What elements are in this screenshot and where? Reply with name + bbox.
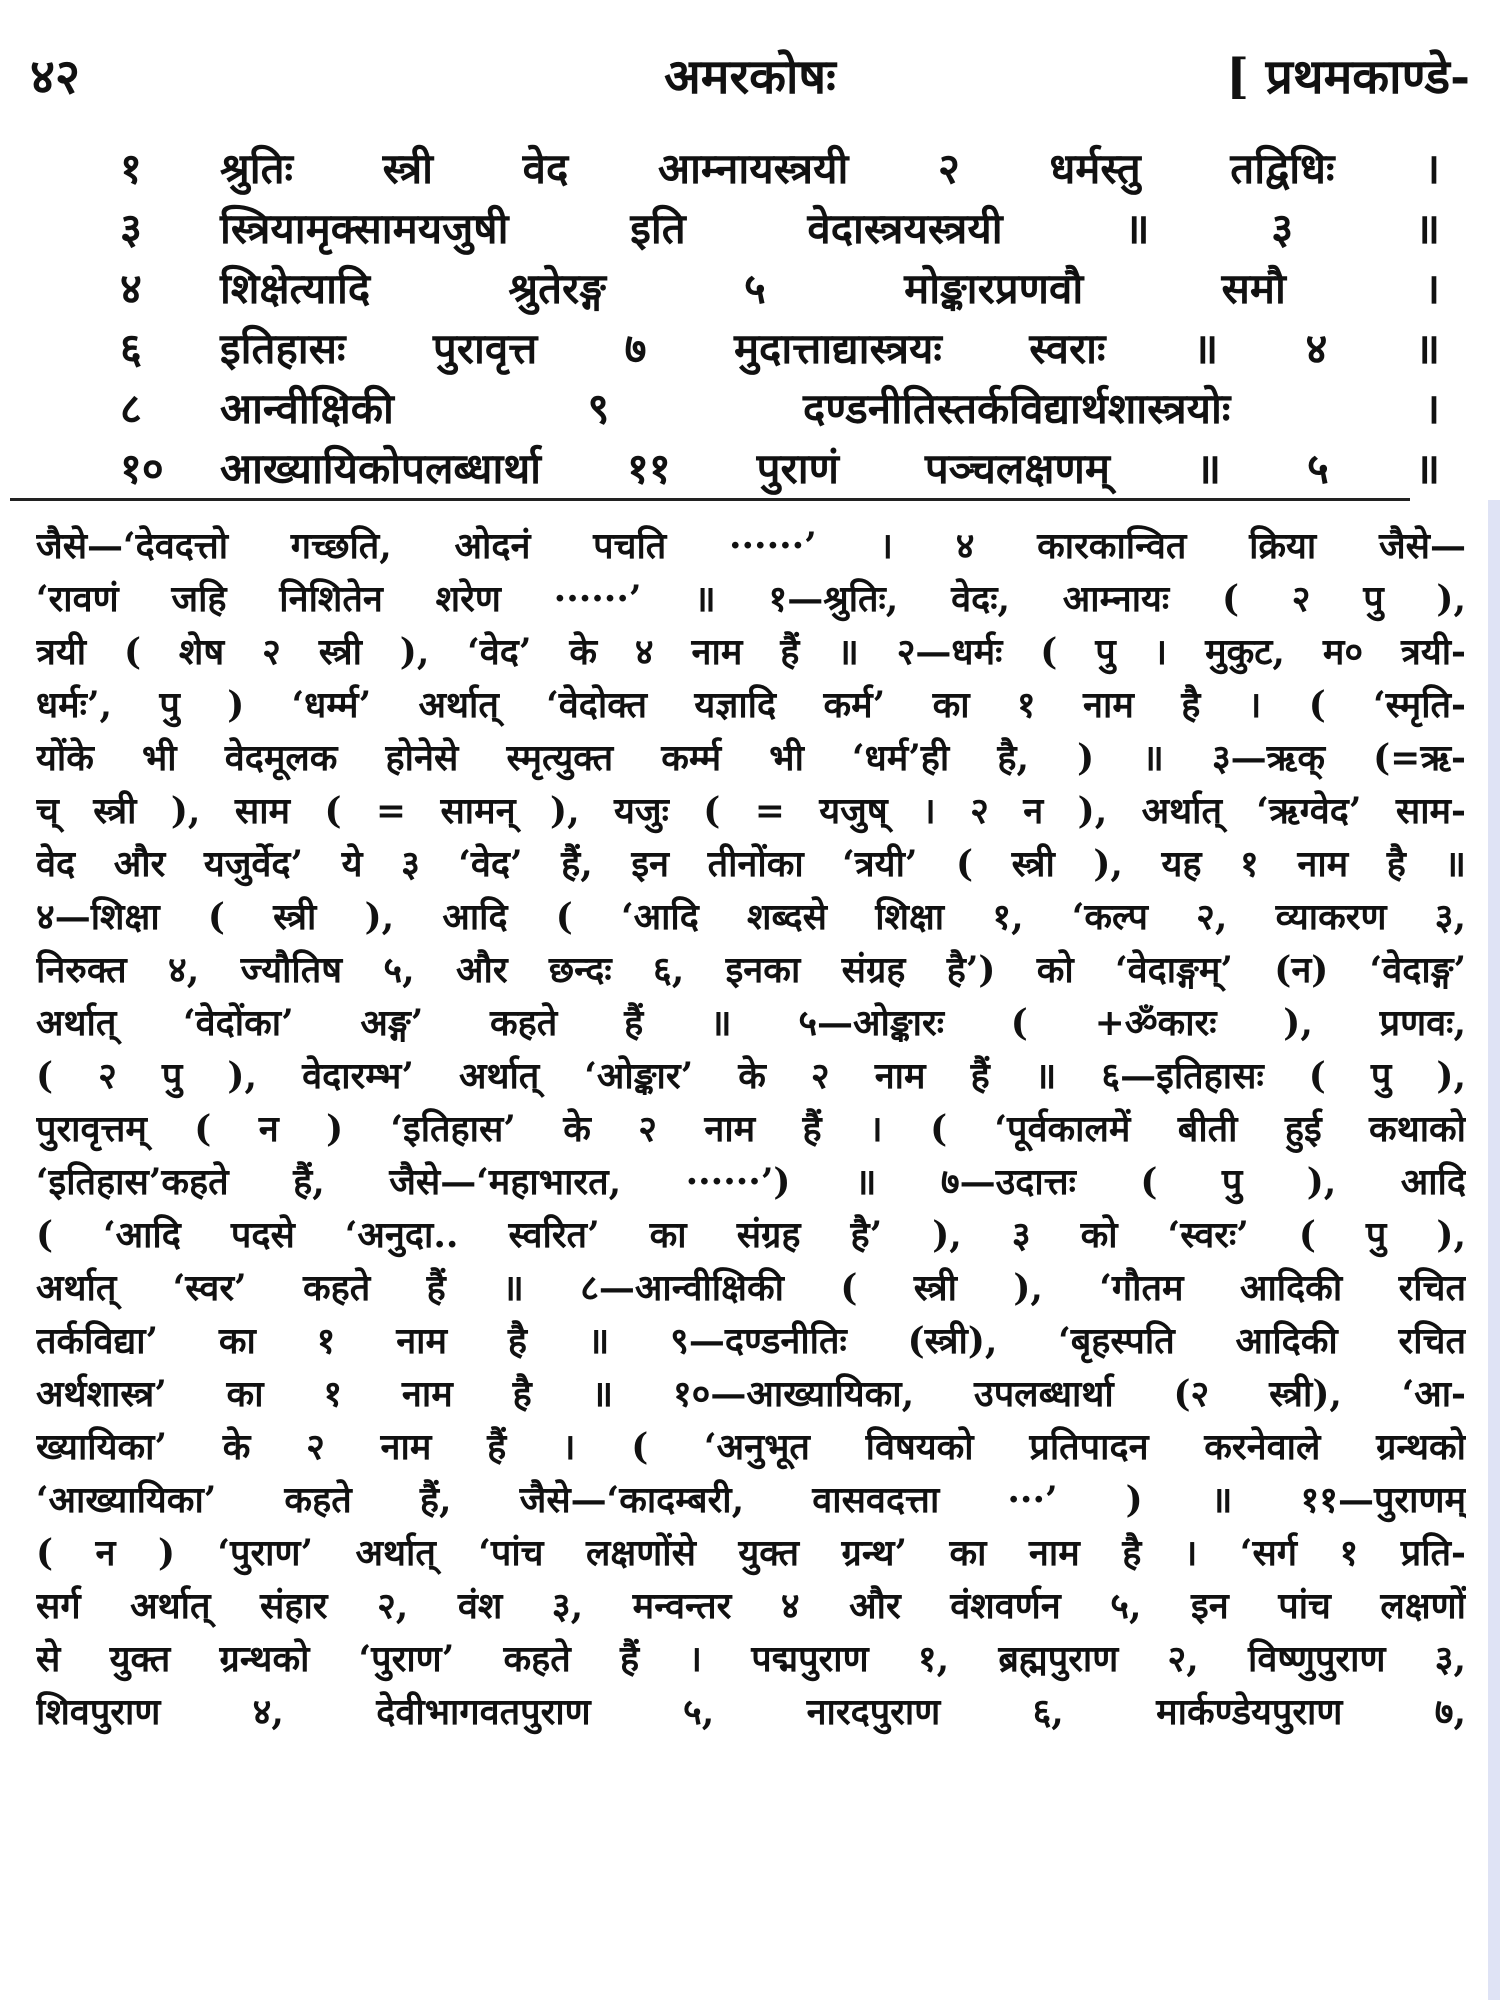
verse-number: ६ [120, 324, 142, 373]
commentary-line: पुरावृत्तम् ( न ) ‘इतिहास’ के २ नाम हैं । ( ‘पूर्वकालमें बीती हुई कथाको [36, 1108, 1466, 1150]
verse-number: ४ [120, 264, 142, 313]
commentary-line: ‘आख्यायिका’ कहते हैं, जैसे—‘कादम्बरी, वासवदत्ता ···’ ) ॥ ११—पुराणम् [36, 1479, 1466, 1521]
commentary-line: ख्यायिका’ के २ नाम हैं । ( ‘अनुभूत विषयको प्रतिपादन करनेवाले ग्रन्थको [36, 1426, 1466, 1468]
commentary-line: सर्ग अर्थात् संहार २, वंश ३, मन्वन्तर ४ और वंशवर्णन ५, इन पांच लक्षणों [36, 1585, 1466, 1627]
verse-text: शिक्षेत्यादि श्रुतेरङ्ग ५ मोङ्कारप्रणवौ समौ । [220, 264, 1440, 313]
book-title: अमरकोषः [664, 49, 836, 105]
commentary-line: अर्थशास्त्र’ का १ नाम है ॥ १०—आख्यायिका, उपलब्धार्था (२ स्त्री), ‘आ- [36, 1373, 1466, 1415]
commentary-line: निरुक्त ४, ज्यौतिष ५, और छन्दः ६, इनका संग्रह है’) को ‘वेदाङ्गम्’ (न) ‘वेदाङ्ग’ [36, 949, 1466, 991]
verse-line [120, 140, 1440, 198]
commentary-line: धर्मः’, पु ) ‘धर्म्म’ अर्थात् ‘वेदोक्त यज्ञादि कर्म’ का १ नाम है । ( ‘स्मृति- [36, 684, 1466, 726]
verse-number: १० [120, 444, 164, 493]
verse-line [120, 380, 1440, 438]
commentary-line: च् स्त्री ), साम ( = सामन् ), यजुः ( = यजुष् । २ न ), अर्थात् ‘ऋग्वेद’ साम- [36, 790, 1466, 832]
commentary-line: ( २ पु ), वेदारम्भ’ अर्थात् ‘ओङ्कार’ के २ नाम हैं ॥ ६—इतिहासः ( पु ), [36, 1055, 1466, 1097]
commentary-line: ४—शिक्षा ( स्त्री ), आदि ( ‘आदि शब्दसे शिक्षा १, ‘कल्प २, व्याकरण ३, [36, 896, 1466, 938]
commentary-line: त्रयी ( शेष २ स्त्री ), ‘वेद’ के ४ नाम हैं ॥ २—धर्मः ( पु । मुकुट, म० त्रयी- [36, 631, 1466, 673]
verse-text: आख्यायिकोपलब्धार्था ११ पुराणं पञ्चलक्षणम् ॥ ५ ॥ [220, 444, 1440, 493]
scan-edge-band [1488, 500, 1500, 2000]
commentary-line: तर्कविद्या’ का १ नाम है ॥ ९—दण्डनीतिः (स्त्री), ‘बृहस्पति आदिकी रचित [36, 1320, 1466, 1362]
verse-line [120, 320, 1440, 378]
verse-number: ८ [120, 384, 142, 433]
commentary-line: जैसे—‘देवदत्तो गच्छति, ओदनं पचति ······’ । ४ कारकान्वित क्रिया जैसे— [36, 525, 1466, 567]
verse-line [120, 440, 1440, 498]
commentary-line: ‘इतिहास’कहते हैं, जैसे—‘महाभारत, ······’) ॥ ७—उदात्तः ( पु ), आदि [36, 1161, 1466, 1203]
verse-line [120, 260, 1440, 318]
verse-number: १ [120, 144, 142, 193]
commentary-line: ( ‘आदि पदसे ‘अनुदा.. स्वरित’ का संग्रह है’ ), ३ को ‘स्वरः’ ( पु ), [36, 1214, 1466, 1256]
commentary-block [36, 520, 1466, 1739]
section-divider [10, 498, 1410, 501]
commentary-line: से युक्त ग्रन्थको ‘पुराण’ कहते हैं । पद्मपुराण १, ब्रह्मपुराण २, विष्णुपुराण ३, [36, 1638, 1466, 1680]
commentary-line: योंके भी वेदमूलक होनेसे स्मृत्युक्त कर्म्म भी ‘धर्म’ही है, ) ॥ ३—ऋक् (=ऋ- [36, 737, 1466, 779]
page-number: ४२ [30, 49, 80, 105]
page-header [30, 42, 1470, 112]
verse-number: ३ [120, 204, 142, 253]
verse-text: इतिहासः पुरावृत्त ७ मुदात्ताद्यास्त्रयः स्वराः ॥ ४ ॥ [220, 324, 1440, 373]
commentary-line: शिवपुराण ४, देवीभागवतपुराण ५, नारदपुराण ६, मार्कण्डेयपुराण ७, [36, 1691, 1466, 1733]
verse-text: श्रुतिः स्त्री वेद आम्नायस्त्रयी २ धर्मस्तु तद्विधिः । [220, 144, 1440, 193]
verse-line [120, 200, 1440, 258]
verse-block [120, 140, 1440, 500]
section-label: [ प्रथमकाण्डे- [1226, 49, 1470, 105]
commentary-line: ‘रावणं जहि निशितेन शरेण ······’ ॥ १—श्रुतिः, वेदः, आम्नायः ( २ पु ), [36, 578, 1466, 620]
verse-text: स्त्रियामृक्सामयजुषी इति वेदास्त्रयस्त्रयी ॥ ३ ॥ [220, 204, 1440, 253]
commentary-line: वेद और यजुर्वेद’ ये ३ ‘वेद’ हैं, इन तीनोंका ‘त्रयी’ ( स्त्री ), यह १ नाम है ॥ [36, 843, 1466, 885]
commentary-line: अर्थात् ‘वेदोंका’ अङ्ग’ कहते हैं ॥ ५—ओङ्कारः ( +ॐकारः ), प्रणवः, [36, 1002, 1466, 1044]
commentary-line: अर्थात् ‘स्वर’ कहते हैं ॥ ८—आन्वीक्षिकी ( स्त्री ), ‘गौतम आदिकी रचित [36, 1267, 1466, 1309]
commentary-line: ( न ) ‘पुराण’ अर्थात् ‘पांच लक्षणोंसे युक्त ग्रन्थ’ का नाम है । ‘सर्ग १ प्रति- [36, 1532, 1466, 1574]
verse-text: आन्वीक्षिकी ९ दण्डनीतिस्तर्कविद्यार्थशास्त्रयोः । [220, 384, 1440, 433]
